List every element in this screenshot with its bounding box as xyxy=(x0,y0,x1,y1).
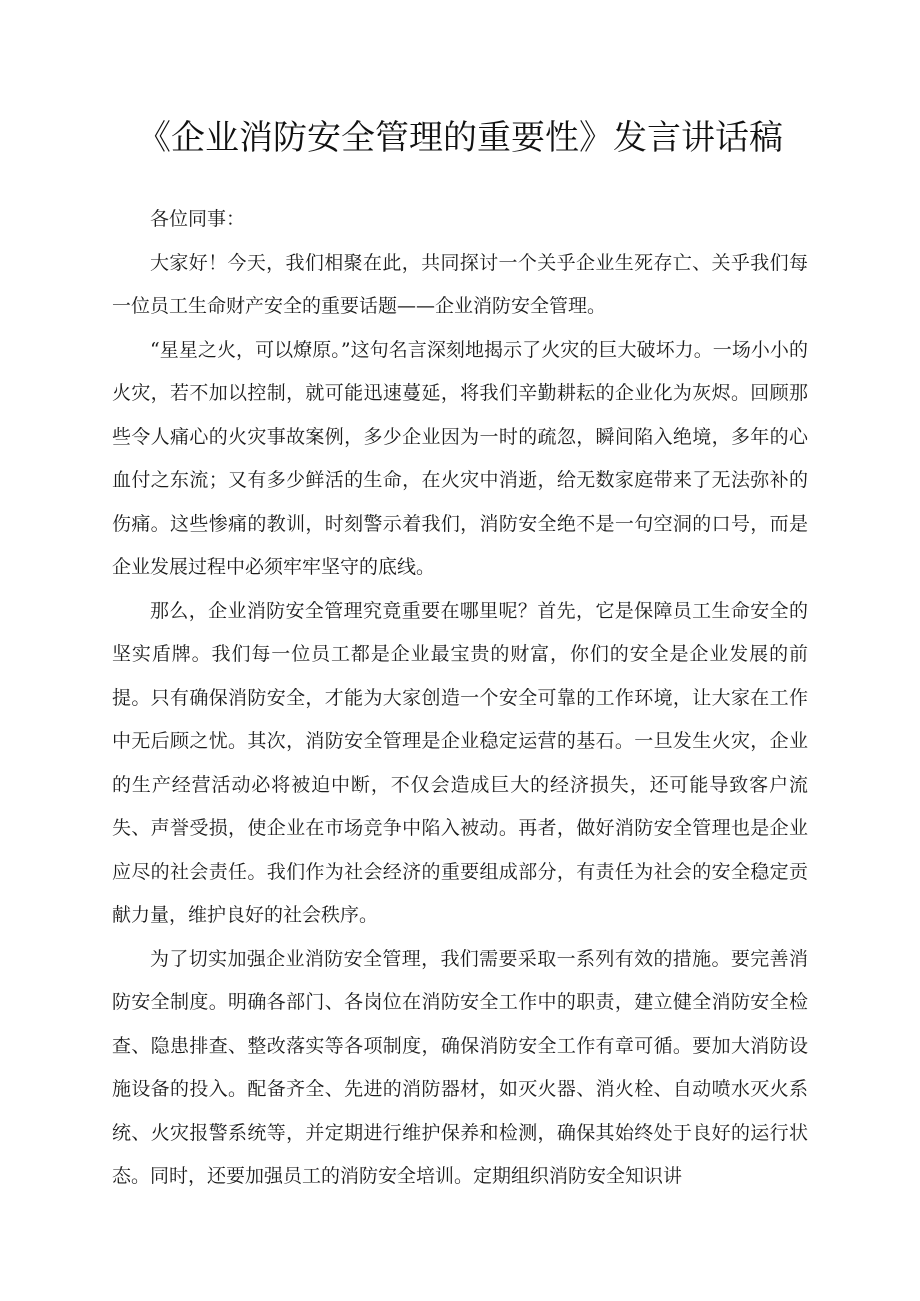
document-body xyxy=(112,198,808,1199)
paragraph-importance: 那么，企业消防安全管理究竟重要在哪里呢？首先，它是保障员工生命安全的坚实盾牌。我们每一位员工都是企业最宝贵的财富，你们的安全是企业发展的前提。只有确保消防安全，才能为大家创造一个安全可靠的工作环境，让大家在工作中无后顾之忧。其次，消防安全管理是企业稳定运营的基石。一旦发生火灾，企业的生产经营活动必将被迫中断，不仅会造成巨大的经济损失，还可能导致客户流失、声誉受损，使企业在市场竞争中陷入被动。再者，做好消防安全管理也是企业应尽的社会责任。我们作为社会经济的重要组成部分，有责任为社会的安全稳定贡献力量，维护良好的社会秩序。 xyxy=(112,599,808,926)
paragraph-greeting: 各位同事： xyxy=(150,208,246,230)
paragraph-fire-warning: “星星之火，可以燎原。”这句名言深刻地揭示了火灾的巨大破坏力。一场小小的火灾，若不加以控制，就可能迅速蔓延，将我们辛勤耕耘的企业化为灰烬。回顾那些令人痛心的火灾事故案例，多少企业因为一时的疏忽，瞬间陷入绝境，多年的心血付之东流；又有多少鲜活的生命，在火灾中消逝，给无数家庭带来了无法弥补的伤痛。这些惨痛的教训，时刻警示着我们，消防安全绝不是一句空洞的口号，而是企业发展过程中必须牢牢坚守的底线。 xyxy=(112,338,808,578)
document-title: 《企业消防安全管理的重要性》发言讲话稿 xyxy=(137,118,783,158)
paragraph-measures: 为了切实加强企业消防安全管理，我们需要采取一系列有效的措施。要完善消防安全制度。明确各部门、各岗位在消防安全工作中的职责，建立健全消防安全检查、隐患排查、整改落实等各项制度，确保消防安全工作有章可循。要加大消防设施设备的投入。配备齐全、先进的消防器材，如灭火器、消火栓、自动喷水灭火系统、火灾报警系统等，并定期进行维护保养和检测，确保其始终处于良好的运行状态。同时，还要加强员工的消防安全培训。定期组织消防安全知识讲 xyxy=(112,947,808,1187)
paragraph-opening: 大家好！今天，我们相聚在此，共同探讨一个关乎企业生死存亡、关乎我们每一位员工生命财产安全的重要话题——企业消防安全管理。 xyxy=(112,251,808,317)
